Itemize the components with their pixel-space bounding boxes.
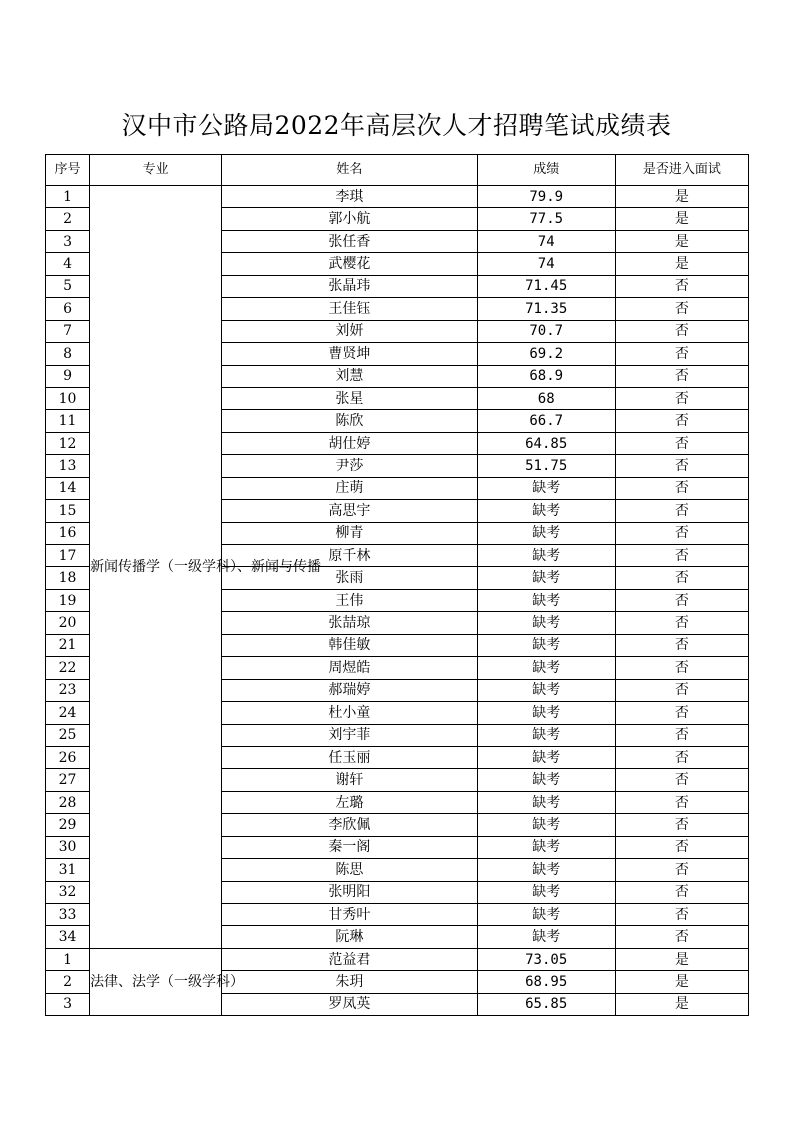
row-interview: 否 bbox=[615, 500, 748, 522]
row-interview: 是 bbox=[615, 208, 748, 230]
row-interview: 是 bbox=[615, 993, 748, 1015]
row-interview: 否 bbox=[615, 634, 748, 656]
row-name: 杜小童 bbox=[222, 702, 477, 724]
row-score: 缺考 bbox=[477, 904, 615, 926]
row-interview: 否 bbox=[615, 791, 748, 813]
row-name: 张星 bbox=[222, 387, 477, 409]
row-interview: 是 bbox=[615, 253, 748, 275]
row-name: 周煜皓 bbox=[222, 657, 477, 679]
row-score: 缺考 bbox=[477, 859, 615, 881]
row-interview: 否 bbox=[615, 275, 748, 297]
row-score: 缺考 bbox=[477, 769, 615, 791]
row-score: 缺考 bbox=[477, 567, 615, 589]
row-interview: 否 bbox=[615, 387, 748, 409]
row-name: 郭小航 bbox=[222, 208, 477, 230]
row-score: 66.7 bbox=[477, 410, 615, 432]
row-score: 68 bbox=[477, 387, 615, 409]
row-interview: 否 bbox=[615, 904, 748, 926]
row-name: 原千林 bbox=[222, 545, 477, 567]
row-index: 12 bbox=[46, 432, 90, 454]
table-row bbox=[46, 948, 749, 970]
row-score: 缺考 bbox=[477, 522, 615, 544]
row-interview: 是 bbox=[615, 971, 748, 993]
row-index: 3 bbox=[46, 230, 90, 252]
row-index: 13 bbox=[46, 455, 90, 477]
row-name: 左璐 bbox=[222, 791, 477, 813]
row-name: 朱玥 bbox=[222, 971, 477, 993]
row-index: 14 bbox=[46, 477, 90, 499]
row-interview: 否 bbox=[615, 926, 748, 948]
row-name: 高思宇 bbox=[222, 500, 477, 522]
row-index: 22 bbox=[46, 657, 90, 679]
row-interview: 是 bbox=[615, 186, 748, 208]
row-score: 51.75 bbox=[477, 455, 615, 477]
row-name: 张晶玮 bbox=[222, 275, 477, 297]
row-score: 68.95 bbox=[477, 971, 615, 993]
row-interview: 否 bbox=[615, 343, 748, 365]
row-score: 缺考 bbox=[477, 926, 615, 948]
row-name: 刘慧 bbox=[222, 365, 477, 387]
row-index: 20 bbox=[46, 612, 90, 634]
row-score: 74 bbox=[477, 253, 615, 275]
row-index: 30 bbox=[46, 836, 90, 858]
row-score: 65.85 bbox=[477, 993, 615, 1015]
row-name: 任玉丽 bbox=[222, 746, 477, 768]
row-index: 10 bbox=[46, 387, 90, 409]
header-index: 序号 bbox=[46, 155, 90, 186]
row-interview: 否 bbox=[615, 522, 748, 544]
row-interview: 否 bbox=[615, 589, 748, 611]
row-interview: 否 bbox=[615, 836, 748, 858]
row-index: 4 bbox=[46, 253, 90, 275]
row-interview: 是 bbox=[615, 230, 748, 252]
row-score: 缺考 bbox=[477, 836, 615, 858]
row-score: 缺考 bbox=[477, 724, 615, 746]
row-score: 71.35 bbox=[477, 298, 615, 320]
row-score: 缺考 bbox=[477, 657, 615, 679]
row-index: 16 bbox=[46, 522, 90, 544]
row-interview: 否 bbox=[615, 746, 748, 768]
row-score: 77.5 bbox=[477, 208, 615, 230]
row-name: 尹莎 bbox=[222, 455, 477, 477]
row-name: 庄萌 bbox=[222, 477, 477, 499]
row-score: 70.7 bbox=[477, 320, 615, 342]
row-index: 2 bbox=[46, 208, 90, 230]
row-name: 刘宇菲 bbox=[222, 724, 477, 746]
row-score: 74 bbox=[477, 230, 615, 252]
row-index: 9 bbox=[46, 365, 90, 387]
row-interview: 否 bbox=[615, 410, 748, 432]
row-name: 秦一阁 bbox=[222, 836, 477, 858]
row-score: 64.85 bbox=[477, 432, 615, 454]
row-interview: 否 bbox=[615, 612, 748, 634]
row-score: 缺考 bbox=[477, 881, 615, 903]
header-major: 专业 bbox=[90, 155, 222, 186]
row-index: 25 bbox=[46, 724, 90, 746]
row-interview: 否 bbox=[615, 567, 748, 589]
row-name: 韩佳敏 bbox=[222, 634, 477, 656]
table-header-row bbox=[46, 155, 749, 186]
row-score: 缺考 bbox=[477, 746, 615, 768]
row-interview: 是 bbox=[615, 948, 748, 970]
row-interview: 否 bbox=[615, 298, 748, 320]
row-score: 缺考 bbox=[477, 477, 615, 499]
row-name: 谢轩 bbox=[222, 769, 477, 791]
row-score: 缺考 bbox=[477, 634, 615, 656]
row-name: 郝瑞婷 bbox=[222, 679, 477, 701]
major-cell: 法律、法学（一级学科） bbox=[90, 948, 222, 1015]
row-index: 11 bbox=[46, 410, 90, 432]
row-index: 34 bbox=[46, 926, 90, 948]
row-interview: 否 bbox=[615, 724, 748, 746]
row-name: 刘妍 bbox=[222, 320, 477, 342]
row-interview: 否 bbox=[615, 769, 748, 791]
row-index: 27 bbox=[46, 769, 90, 791]
row-score: 缺考 bbox=[477, 791, 615, 813]
row-index: 1 bbox=[46, 948, 90, 970]
row-name: 武樱花 bbox=[222, 253, 477, 275]
table-body bbox=[46, 186, 749, 1016]
row-name: 阮琳 bbox=[222, 926, 477, 948]
row-name: 甘秀叶 bbox=[222, 904, 477, 926]
row-name: 胡仕婷 bbox=[222, 432, 477, 454]
row-index: 31 bbox=[46, 859, 90, 881]
row-name: 陈欣 bbox=[222, 410, 477, 432]
row-name: 王伟 bbox=[222, 589, 477, 611]
header-score: 成绩 bbox=[477, 155, 615, 186]
row-interview: 否 bbox=[615, 477, 748, 499]
row-index: 32 bbox=[46, 881, 90, 903]
row-index: 18 bbox=[46, 567, 90, 589]
row-interview: 否 bbox=[615, 320, 748, 342]
row-name: 罗凤英 bbox=[222, 993, 477, 1015]
table-row bbox=[46, 186, 749, 208]
row-interview: 否 bbox=[615, 545, 748, 567]
row-interview: 否 bbox=[615, 455, 748, 477]
score-table bbox=[45, 154, 749, 1016]
header-interview: 是否进入面试 bbox=[615, 155, 748, 186]
row-score: 71.45 bbox=[477, 275, 615, 297]
row-score: 缺考 bbox=[477, 702, 615, 724]
row-index: 3 bbox=[46, 993, 90, 1015]
page-title: 汉中市公路局2022年高层次人才招聘笔试成绩表 bbox=[121, 111, 672, 140]
row-name: 张任香 bbox=[222, 230, 477, 252]
row-interview: 否 bbox=[615, 657, 748, 679]
row-score: 69.2 bbox=[477, 343, 615, 365]
row-score: 68.9 bbox=[477, 365, 615, 387]
row-index: 21 bbox=[46, 634, 90, 656]
row-index: 33 bbox=[46, 904, 90, 926]
row-interview: 否 bbox=[615, 679, 748, 701]
row-score: 缺考 bbox=[477, 814, 615, 836]
row-index: 26 bbox=[46, 746, 90, 768]
row-name: 陈思 bbox=[222, 859, 477, 881]
header-name: 姓名 bbox=[222, 155, 477, 186]
row-interview: 否 bbox=[615, 881, 748, 903]
row-score: 缺考 bbox=[477, 500, 615, 522]
row-name: 李欣佩 bbox=[222, 814, 477, 836]
row-score: 缺考 bbox=[477, 679, 615, 701]
row-score: 缺考 bbox=[477, 612, 615, 634]
row-index: 1 bbox=[46, 186, 90, 208]
row-index: 6 bbox=[46, 298, 90, 320]
row-name: 李琪 bbox=[222, 186, 477, 208]
row-interview: 否 bbox=[615, 432, 748, 454]
row-index: 24 bbox=[46, 702, 90, 724]
major-cell: 新闻传播学（一级学科）、新闻与传播 bbox=[90, 186, 222, 949]
row-interview: 否 bbox=[615, 814, 748, 836]
row-score: 79.9 bbox=[477, 186, 615, 208]
row-name: 范益君 bbox=[222, 948, 477, 970]
row-score: 缺考 bbox=[477, 545, 615, 567]
row-index: 2 bbox=[46, 971, 90, 993]
row-index: 23 bbox=[46, 679, 90, 701]
row-index: 19 bbox=[46, 589, 90, 611]
row-index: 15 bbox=[46, 500, 90, 522]
row-name: 张明阳 bbox=[222, 881, 477, 903]
row-interview: 否 bbox=[615, 365, 748, 387]
row-interview: 否 bbox=[615, 859, 748, 881]
row-name: 曹贤坤 bbox=[222, 343, 477, 365]
row-score: 73.05 bbox=[477, 948, 615, 970]
row-name: 柳青 bbox=[222, 522, 477, 544]
row-score: 缺考 bbox=[477, 589, 615, 611]
row-index: 8 bbox=[46, 343, 90, 365]
row-index: 17 bbox=[46, 545, 90, 567]
row-name: 张雨 bbox=[222, 567, 477, 589]
row-index: 7 bbox=[46, 320, 90, 342]
row-name: 张喆琼 bbox=[222, 612, 477, 634]
row-index: 28 bbox=[46, 791, 90, 813]
row-index: 29 bbox=[46, 814, 90, 836]
row-name: 王佳钰 bbox=[222, 298, 477, 320]
row-interview: 否 bbox=[615, 702, 748, 724]
row-index: 5 bbox=[46, 275, 90, 297]
